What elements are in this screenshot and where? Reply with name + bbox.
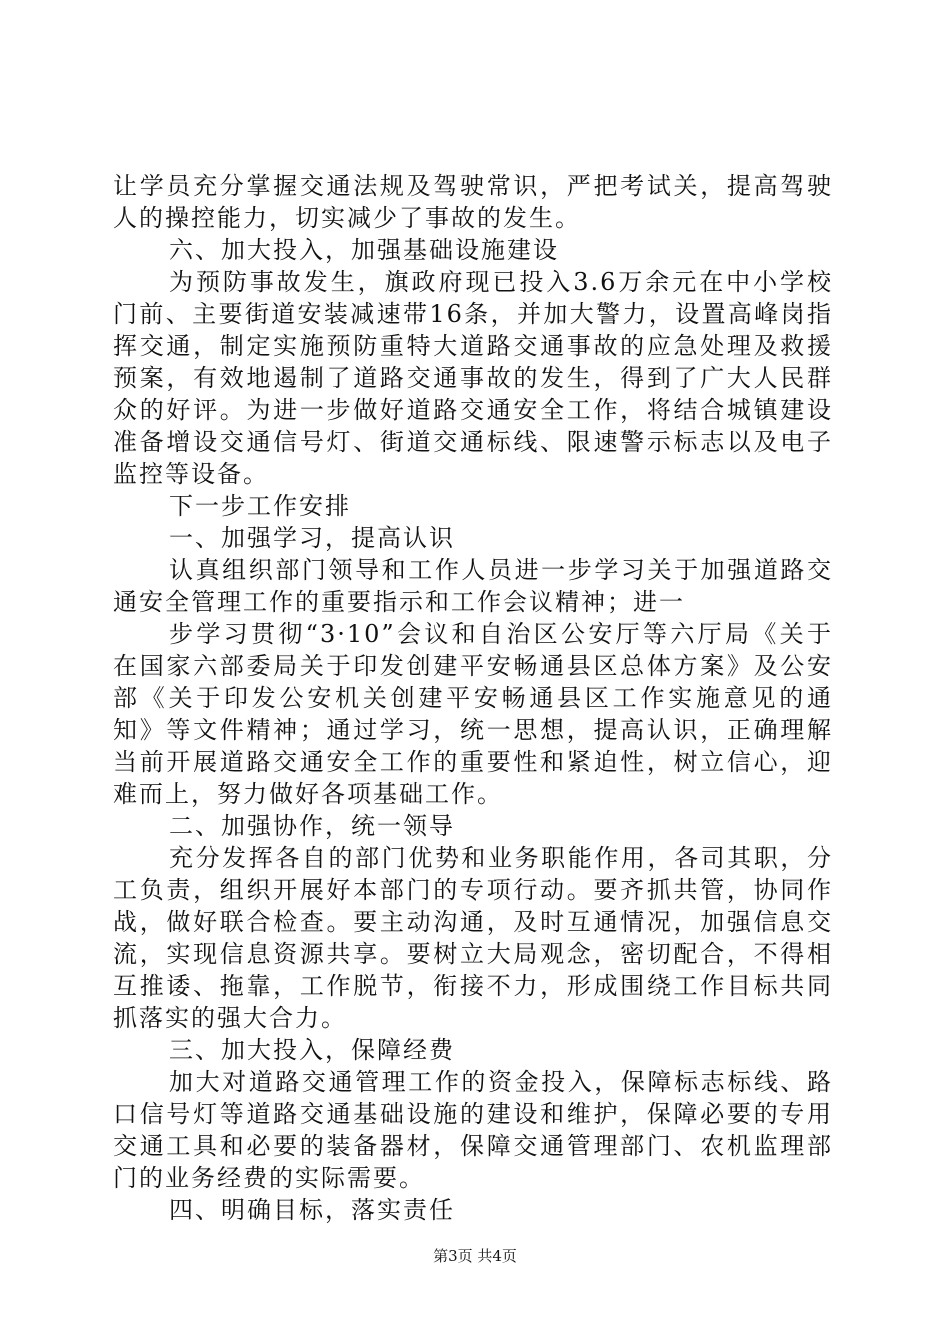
text-line: 为预防事故发生，旗政府现已投入3.6万余元在中小学校 — [169, 268, 833, 296]
text-line: 充分发挥各自的部门优势和业务职能作用，各司其职，分 — [169, 844, 833, 872]
text-line: 门前、主要街道安装减速带16条，并加大警力，设置高峰岗指 — [113, 300, 833, 328]
text-line: 挥交通，制定实施预防重特大道路交通事故的应急处理及救援 — [113, 332, 833, 360]
text-line: 认真组织部门领导和工作人员进一步学习关于加强道路交 — [169, 556, 833, 584]
text-line: 当前开展道路交通安全工作的重要性和紧迫性，树立信心，迎 — [113, 748, 833, 776]
text-line: 门的业务经费的实际需要。 — [113, 1164, 425, 1192]
text-line: 互推诿、拖靠，工作脱节，衔接不力，形成围绕工作目标共同 — [113, 972, 833, 1000]
text-line: 流，实现信息资源共享。要树立大局观念，密切配合，不得相 — [113, 940, 833, 968]
text-line: 三、加大投入，保障经费 — [169, 1036, 455, 1064]
text-line: 人的操控能力，切实减少了事故的发生。 — [113, 204, 581, 232]
text-line: 二、加强协作，统一领导 — [169, 812, 455, 840]
text-line: 准备增设交通信号灯、街道交通标线、限速警示标志以及电子 — [113, 428, 833, 456]
text-line: 四、明确目标，落实责任 — [169, 1196, 455, 1224]
text-line: 步学习贯彻“3·10”会议和自治区公安厅等六厅局《关于 — [169, 620, 833, 648]
text-line: 知》等文件精神；通过学习，统一思想，提高认识，正确理解 — [113, 716, 833, 744]
text-line: 六、加大投入，加强基础设施建设 — [169, 236, 559, 264]
text-line: 一、加强学习，提高认识 — [169, 524, 455, 552]
page-footer: 第3页 共4页 — [433, 1247, 517, 1265]
text-line: 交通工具和必要的装备器材，保障交通管理部门、农机监理部 — [113, 1132, 833, 1160]
text-line: 难而上，努力做好各项基础工作。 — [113, 780, 503, 808]
text-line: 工负责，组织开展好本部门的专项行动。要齐抓共管，协同作 — [113, 876, 833, 904]
text-line: 让学员充分掌握交通法规及驾驶常识，严把考试关，提高驾驶 — [113, 172, 833, 200]
text-line: 口信号灯等道路交通基础设施的建设和维护，保障必要的专用 — [113, 1100, 833, 1128]
text-line: 众的好评。为进一步做好道路交通安全工作，将结合城镇建设 — [113, 396, 833, 424]
text-line: 抓落实的强大合力。 — [113, 1004, 347, 1032]
document-body — [113, 170, 833, 1226]
text-line: 部《关于印发公安机关创建平安畅通县区工作实施意见的通 — [113, 684, 833, 712]
text-line: 监控等设备。 — [113, 460, 269, 488]
text-line: 通安全管理工作的重要指示和工作会议精神；进一 — [113, 588, 685, 616]
text-line: 在国家六部委局关于印发创建平安畅通县区总体方案》及公安 — [113, 652, 833, 680]
text-line: 下一步工作安排 — [169, 492, 351, 520]
text-line: 加大对道路交通管理工作的资金投入，保障标志标线、路 — [169, 1068, 833, 1096]
text-line: 预案，有效地遏制了道路交通事故的发生，得到了广大人民群 — [113, 364, 833, 392]
text-line: 战，做好联合检查。要主动沟通，及时互通情况，加强信息交 — [113, 908, 833, 936]
